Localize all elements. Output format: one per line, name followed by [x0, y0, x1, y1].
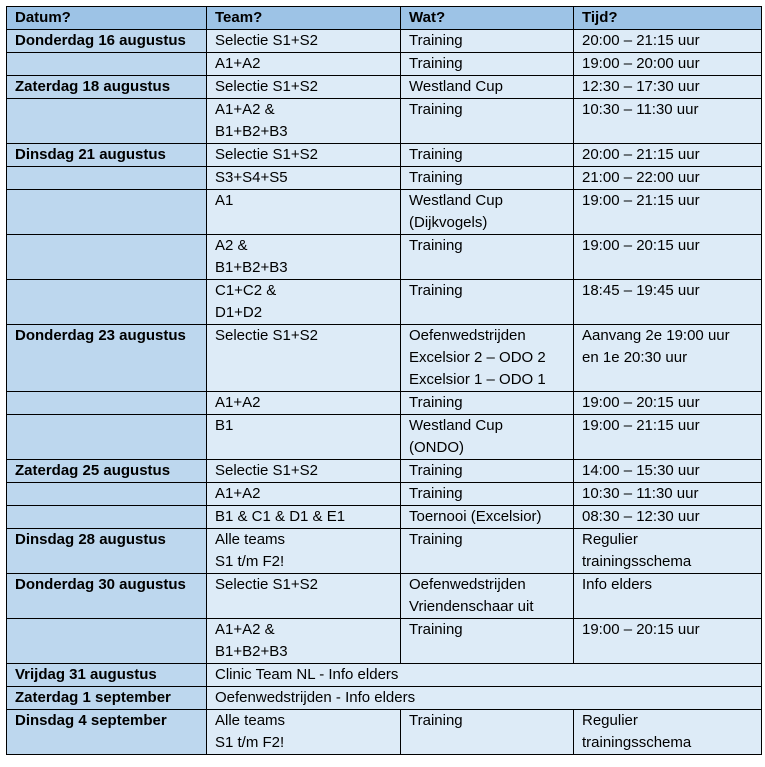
what-cell — [401, 99, 574, 144]
time-cell — [574, 506, 762, 529]
what-cell-line: Training — [409, 531, 463, 548]
time-cell-line: trainingsschema — [582, 734, 692, 751]
time-cell-line: 19:00 – 20:15 uur — [582, 621, 700, 638]
team-cell-line: Selectie S1+S2 — [215, 576, 318, 593]
time-cell-line: 14:00 – 15:30 uur — [582, 462, 700, 479]
team-cell — [207, 235, 401, 280]
date-cell — [7, 392, 207, 415]
time-cell-line: Info elders — [582, 576, 653, 593]
team-cell-line: D1+D2 — [215, 304, 263, 321]
table-row — [7, 687, 762, 710]
table-row — [7, 280, 762, 325]
table-row — [7, 574, 762, 619]
time-cell — [574, 99, 762, 144]
date-cell — [7, 167, 207, 190]
time-cell — [574, 325, 762, 392]
date-cell — [7, 190, 207, 235]
what-cell-line: Training — [409, 55, 463, 72]
what-cell-line: Training — [409, 394, 463, 411]
what-cell-line: Vriendenschaar uit — [409, 598, 534, 615]
date-cell — [7, 415, 207, 460]
table-row — [7, 235, 762, 280]
what-cell-line: Westland Cup — [409, 78, 503, 95]
team-cell — [207, 144, 401, 167]
team-cell-line: A1+A2 & — [215, 101, 275, 118]
team-cell — [207, 167, 401, 190]
table-row — [7, 53, 762, 76]
time-cell — [574, 529, 762, 574]
date-cell: Dinsdag 21 augustus — [7, 144, 207, 167]
time-cell — [574, 619, 762, 664]
team-cell — [207, 506, 401, 529]
time-cell-line: 19:00 – 21:15 uur — [582, 417, 700, 434]
team-cell-line: A1+A2 — [215, 55, 261, 72]
date-cell — [7, 53, 207, 76]
team-cell-line: S1 t/m F2! — [215, 553, 285, 570]
date-cell — [7, 280, 207, 325]
time-cell-line: 10:30 – 11:30 uur — [582, 101, 699, 118]
team-cell-line: A1+A2 — [215, 394, 261, 411]
what-cell — [401, 53, 574, 76]
header-team: Team? — [207, 7, 401, 30]
time-cell-line: 19:00 – 20:15 uur — [582, 237, 700, 254]
what-cell — [401, 30, 574, 53]
table-row — [7, 710, 762, 755]
date-cell: Dinsdag 28 augustus — [7, 529, 207, 574]
header-date: Datum? — [7, 7, 207, 30]
what-cell — [401, 167, 574, 190]
team-cell-line: A1 — [215, 192, 234, 209]
table-row — [7, 76, 762, 99]
what-cell-line: Training — [409, 101, 463, 118]
team-cell-line: S3+S4+S5 — [215, 169, 288, 186]
team-cell-line: B1+B2+B3 — [215, 123, 288, 140]
what-cell-line: Oefenwedstrijden — [409, 576, 526, 593]
time-cell-line: 19:00 – 20:00 uur — [582, 55, 700, 72]
header-row — [7, 7, 762, 30]
team-cell — [207, 460, 401, 483]
team-cell-line: Selectie S1+S2 — [215, 462, 318, 479]
team-cell-line: B1+B2+B3 — [215, 259, 288, 276]
time-cell — [574, 710, 762, 755]
team-cell — [207, 619, 401, 664]
what-cell — [401, 506, 574, 529]
table-row — [7, 529, 762, 574]
what-cell — [401, 415, 574, 460]
schedule-table — [6, 6, 762, 755]
what-cell-line: Training — [409, 485, 463, 502]
time-cell — [574, 53, 762, 76]
what-cell — [401, 190, 574, 235]
date-cell: Zaterdag 1 september — [7, 687, 207, 710]
what-cell-line: Excelsior 2 – ODO 2 — [409, 349, 546, 366]
what-cell — [401, 235, 574, 280]
time-cell — [574, 144, 762, 167]
team-cell-line: A2 & — [215, 237, 248, 254]
what-cell-line: Training — [409, 282, 463, 299]
table-row — [7, 664, 762, 687]
what-cell-line: (Dijkvogels) — [409, 214, 488, 231]
table-row — [7, 506, 762, 529]
time-cell — [574, 415, 762, 460]
time-cell-line: 21:00 – 22:00 uur — [582, 169, 700, 186]
team-cell — [207, 415, 401, 460]
team-cell — [207, 710, 401, 755]
team-cell — [207, 325, 401, 392]
table-row — [7, 392, 762, 415]
what-cell-line: Toernooi (Excelsior) — [409, 508, 542, 525]
team-cell-line: B1 — [215, 417, 234, 434]
what-cell-line: Training — [409, 712, 463, 729]
team-cell-line: A1+A2 — [215, 485, 261, 502]
team-cell-line: A1+A2 & — [215, 621, 275, 638]
date-cell: Vrijdag 31 augustus — [7, 664, 207, 687]
time-cell — [574, 190, 762, 235]
what-cell — [401, 483, 574, 506]
what-cell — [401, 76, 574, 99]
team-cell — [207, 574, 401, 619]
team-cell — [207, 483, 401, 506]
time-cell-line: 18:45 – 19:45 uur — [582, 282, 700, 299]
time-cell — [574, 574, 762, 619]
team-cell-line: S1 t/m F2! — [215, 734, 285, 751]
what-cell — [401, 325, 574, 392]
team-cell — [207, 53, 401, 76]
what-cell-line: Training — [409, 237, 463, 254]
team-cell-line: C1+C2 & — [215, 282, 277, 299]
what-cell-line: Training — [409, 169, 463, 186]
what-cell-line: Oefenwedstrijden — [409, 327, 526, 344]
what-cell — [401, 574, 574, 619]
time-cell — [574, 30, 762, 53]
table-row — [7, 190, 762, 235]
team-cell-line: B1 & C1 & D1 & E1 — [215, 508, 346, 525]
time-cell — [574, 460, 762, 483]
team-cell — [207, 190, 401, 235]
team-cell — [207, 392, 401, 415]
time-cell — [574, 76, 762, 99]
what-cell — [401, 280, 574, 325]
team-cell-line: Selectie S1+S2 — [215, 78, 318, 95]
info-cell: Clinic Team NL - Info elders — [207, 664, 762, 687]
team-cell-line: B1+B2+B3 — [215, 643, 288, 660]
what-cell-line: Training — [409, 32, 463, 49]
table-row — [7, 483, 762, 506]
team-cell-line: Selectie S1+S2 — [215, 146, 318, 163]
time-cell-line: Regulier — [582, 712, 638, 729]
date-cell: Donderdag 30 augustus — [7, 574, 207, 619]
team-cell-line: Selectie S1+S2 — [215, 327, 318, 344]
what-cell — [401, 144, 574, 167]
header-time: Tijd? — [574, 7, 762, 30]
date-cell: Donderdag 23 augustus — [7, 325, 207, 392]
time-cell — [574, 167, 762, 190]
date-cell: Donderdag 16 augustus — [7, 30, 207, 53]
table-row — [7, 415, 762, 460]
time-cell — [574, 235, 762, 280]
time-cell-line: 10:30 – 11:30 uur — [582, 485, 699, 502]
time-cell-line: 12:30 – 17:30 uur — [582, 78, 700, 95]
time-cell — [574, 392, 762, 415]
what-cell-line: (ONDO) — [409, 439, 464, 456]
date-cell: Zaterdag 25 augustus — [7, 460, 207, 483]
team-cell — [207, 30, 401, 53]
what-cell — [401, 460, 574, 483]
what-cell — [401, 710, 574, 755]
time-cell — [574, 483, 762, 506]
time-cell — [574, 280, 762, 325]
date-cell: Dinsdag 4 september — [7, 710, 207, 755]
table-row — [7, 99, 762, 144]
time-cell-line: en 1e 20:30 uur — [582, 349, 688, 366]
team-cell-line: Alle teams — [215, 712, 286, 729]
table-row — [7, 144, 762, 167]
team-cell-line: Alle teams — [215, 531, 286, 548]
what-cell — [401, 619, 574, 664]
what-cell-line: Excelsior 1 – ODO 1 — [409, 371, 546, 388]
what-cell — [401, 392, 574, 415]
time-cell-line: 20:00 – 21:15 uur — [582, 32, 700, 49]
table-row — [7, 619, 762, 664]
date-cell: Zaterdag 18 augustus — [7, 76, 207, 99]
time-cell-line: trainingsschema — [582, 553, 692, 570]
table-row — [7, 167, 762, 190]
date-cell — [7, 99, 207, 144]
what-cell-line: Westland Cup — [409, 192, 503, 209]
team-cell — [207, 99, 401, 144]
what-cell — [401, 529, 574, 574]
info-cell: Oefenwedstrijden - Info elders — [207, 687, 762, 710]
date-cell — [7, 483, 207, 506]
what-cell-line: Training — [409, 621, 463, 638]
table-row — [7, 325, 762, 392]
what-cell-line: Westland Cup — [409, 417, 503, 434]
what-cell-line: Training — [409, 462, 463, 479]
what-cell-line: Training — [409, 146, 463, 163]
date-cell — [7, 619, 207, 664]
date-cell — [7, 235, 207, 280]
time-cell-line: 08:30 – 12:30 uur — [582, 508, 700, 525]
time-cell-line: 19:00 – 20:15 uur — [582, 394, 700, 411]
team-cell — [207, 529, 401, 574]
team-cell — [207, 280, 401, 325]
time-cell-line: Aanvang 2e 19:00 uur — [582, 327, 730, 344]
time-cell-line: Regulier — [582, 531, 638, 548]
time-cell-line: 19:00 – 21:15 uur — [582, 192, 700, 209]
header-what: Wat? — [401, 7, 574, 30]
table-row — [7, 460, 762, 483]
team-cell-line: Selectie S1+S2 — [215, 32, 318, 49]
table-row — [7, 30, 762, 53]
date-cell — [7, 506, 207, 529]
time-cell-line: 20:00 – 21:15 uur — [582, 146, 700, 163]
team-cell — [207, 76, 401, 99]
